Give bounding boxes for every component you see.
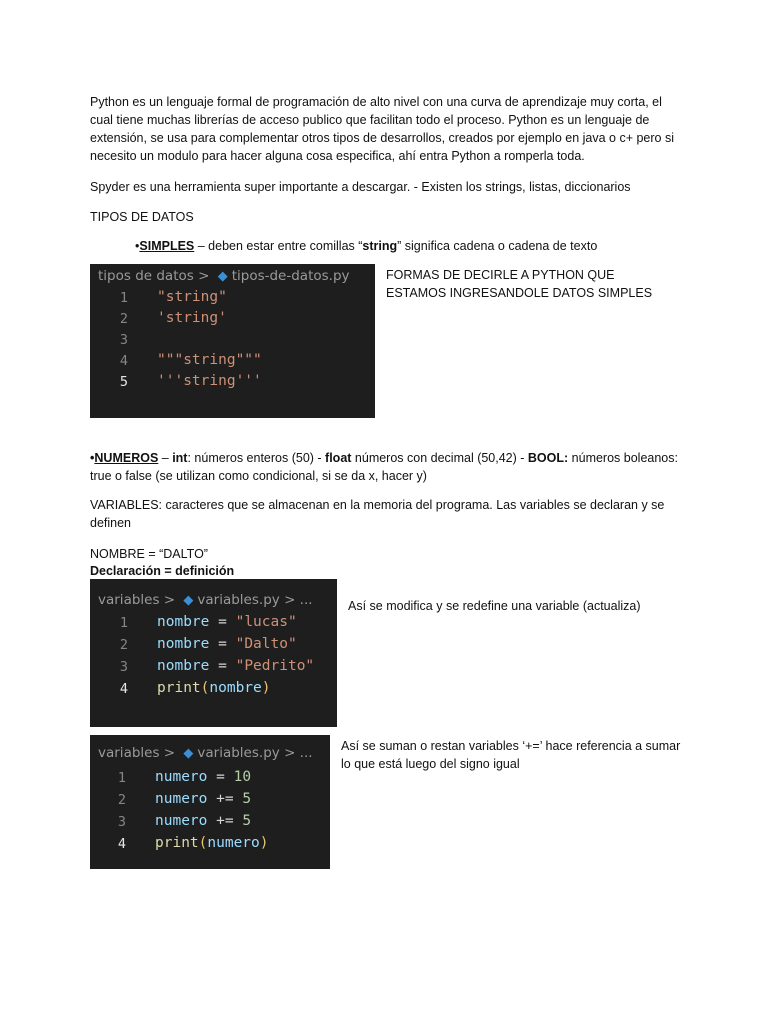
- crumb-folder: variables: [98, 745, 160, 761]
- variables-paragraph: VARIABLES: caracteres que se almacenan en la memoria del programa. Las variables se declaran y se definen: [90, 498, 665, 530]
- crumb-file: variables.py: [197, 592, 280, 608]
- code-line: nombre = "Pedrito": [157, 658, 315, 674]
- crumb-file: tipos-de-datos.py: [231, 268, 350, 284]
- line-number: 5: [119, 374, 128, 390]
- code-line: numero += 5: [155, 813, 252, 829]
- numeros-dash: –: [158, 451, 173, 465]
- crumb-separator: >: [198, 268, 210, 284]
- line-number: 3: [117, 814, 126, 830]
- code-screenshot-suma: [90, 735, 330, 869]
- string-word: string: [362, 239, 398, 253]
- declaracion-line: Declaración = definición: [90, 564, 235, 578]
- crumb-separator: >: [163, 745, 176, 761]
- line-number: 4: [119, 681, 128, 697]
- code-line: numero = 10: [155, 769, 252, 785]
- code-line: print(nombre): [157, 680, 271, 696]
- crumb-tail: > ...: [284, 592, 313, 608]
- code-screenshot-tipos: [90, 264, 375, 418]
- bool-word: BOOL:: [527, 451, 569, 465]
- line-number: 1: [117, 770, 126, 786]
- line-number: 1: [119, 290, 128, 306]
- numeros-after-int: : números enteros (50) -: [187, 451, 326, 465]
- caption-modifica: Así se modifica y se redefine una variable (actualiza): [348, 599, 641, 613]
- crumb-file: variables.py: [197, 745, 280, 761]
- bullet: •: [135, 239, 140, 253]
- line-number: 3: [119, 332, 128, 348]
- breadcrumb: [98, 745, 313, 761]
- breadcrumb: [98, 268, 350, 284]
- code-screenshot-variables: [90, 579, 337, 727]
- code-line: nombre = "Dalto": [157, 636, 297, 652]
- numeros-end: números boleanos: true o false (se utilizan como condicional, si se da x, hacer y): [90, 451, 678, 483]
- code-line: print(numero): [155, 835, 269, 851]
- numeros-after-float: números con decimal (50,42) -: [351, 451, 528, 465]
- line-number: 2: [119, 311, 128, 327]
- line-number: 4: [119, 353, 128, 369]
- float-word: float: [325, 451, 352, 465]
- int-word: int: [172, 451, 188, 465]
- line-number: 4: [117, 836, 126, 852]
- numeros-label: NUMEROS: [94, 451, 159, 465]
- code-line: numero += 5: [155, 791, 252, 807]
- crumb-separator: >: [163, 592, 176, 608]
- line-number: 3: [119, 659, 128, 675]
- line-number: 2: [119, 637, 128, 653]
- spyder-paragraph: Spyder es una herramienta super importante a descargar. - Existen los strings, listas, diccionarios: [90, 180, 631, 194]
- code-line: '''string''': [157, 373, 262, 389]
- code-line: """string""": [157, 352, 262, 368]
- python-icon: ◆: [183, 593, 194, 608]
- breadcrumb: [98, 592, 313, 608]
- code-line: "string": [157, 289, 227, 305]
- intro-paragraph: Python es un lenguaje formal de programación de alto nivel con una curva de aprendizaje muy corta, el cual tiene muchas librerías de acceso publico que facilitan todo el proceso. Python es un lenguaje de extensión, se usa para complementar otros tipos de desarrollos, creados por ejemplo en java o c+ pero si necesito un modulo para hacer alguna cosa especifica, ahí entra Python a romperla toda.: [90, 95, 674, 163]
- crumb-folder: tipos de datos: [98, 268, 194, 284]
- simples-label: SIMPLES: [139, 239, 195, 253]
- simples-end: ” significa cadena o cadena de texto: [397, 239, 598, 253]
- crumb-folder: variables: [98, 592, 160, 608]
- bullet: •: [90, 451, 95, 465]
- caption-formas: FORMAS DE DECIRLE A PYTHON QUE ESTAMOS INGRESANDOLE DATOS SIMPLES: [386, 268, 653, 300]
- nombre-line: NOMBRE = “DALTO”: [90, 547, 208, 561]
- crumb-tail: > ...: [284, 745, 313, 761]
- simples-line: [135, 237, 735, 255]
- caption-suman: Así se suman o restan variables ‘+=’ hace referencia a sumar lo que está luego del signo igual: [341, 739, 681, 771]
- python-icon: ◆: [183, 746, 194, 761]
- code-line: nombre = "lucas": [157, 614, 297, 630]
- line-number: 2: [117, 792, 126, 808]
- tipos-heading: TIPOS DE DATOS: [90, 210, 194, 224]
- line-number: 1: [119, 615, 128, 631]
- numeros-paragraph: [90, 449, 690, 485]
- simples-mid: – deben estar entre comillas “: [194, 239, 363, 253]
- code-line: 'string': [157, 310, 227, 326]
- python-icon: ◆: [217, 269, 228, 284]
